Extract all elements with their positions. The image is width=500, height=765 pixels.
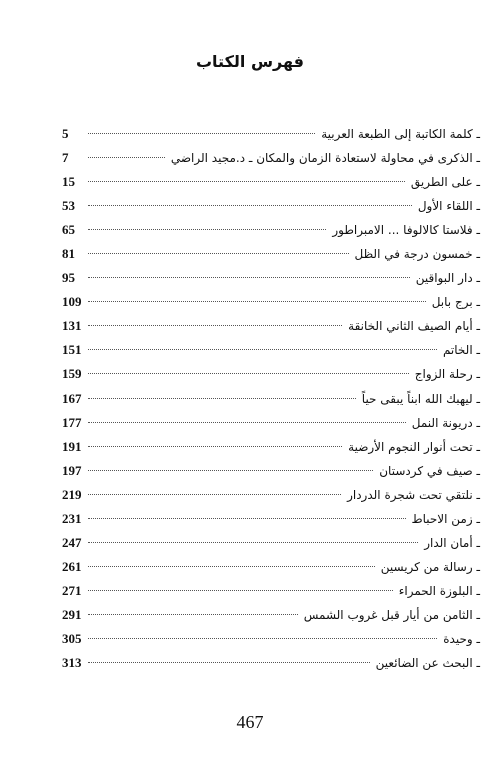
dot-leader [88, 398, 356, 399]
toc-entry-title: ـ دار البواقين [415, 271, 480, 286]
toc-entry-page: 131 [62, 318, 82, 334]
toc-entry [62, 507, 480, 531]
toc-entry-page: 159 [62, 366, 82, 382]
dot-leader [88, 662, 370, 663]
toc-entry-page: 191 [62, 438, 82, 454]
toc-entry [62, 170, 480, 194]
dot-leader [88, 205, 412, 206]
dot-leader [88, 494, 341, 495]
toc-entry-page: 15 [62, 174, 75, 190]
toc-entry-page: 81 [62, 246, 75, 262]
toc-entry-title: ـ صيف في كردستان [379, 463, 480, 478]
toc-entry-title: ـ رسالة من كريسين [380, 559, 480, 574]
toc-entry [62, 266, 480, 290]
toc-entry-title: ـ زمن الاحباط [411, 511, 480, 526]
dot-leader [88, 566, 375, 567]
dot-leader [88, 253, 349, 254]
toc-entry-page: 313 [62, 655, 82, 671]
toc-entry-page: 167 [62, 390, 82, 406]
dot-leader [88, 542, 418, 543]
toc-entry-page: 247 [62, 534, 82, 550]
toc-entry [62, 555, 480, 579]
toc-entry-title: ـ دريونة النمل [411, 415, 480, 430]
toc-entry-page: 53 [62, 198, 75, 214]
toc-entry [62, 194, 480, 218]
toc-entry-title: ـ على الطريق [410, 175, 480, 190]
toc-entry [62, 290, 480, 314]
toc-entry [62, 459, 480, 483]
dot-leader [88, 301, 426, 302]
toc-entry-title: ـ وحيدة [443, 631, 480, 646]
page-title: فهرس الكتاب [195, 52, 305, 71]
toc-entry-page: 305 [62, 630, 82, 646]
table-of-contents [62, 122, 480, 675]
toc-entry-title: ـ فلاستا كالالوفا ... الامبراطور [332, 223, 480, 238]
toc-entry-page: 5 [62, 126, 69, 141]
toc-entry-title: ـ برج بابل [431, 295, 480, 310]
dot-leader [88, 590, 393, 591]
toc-entry [62, 579, 480, 603]
toc-entry-title: ـ رحلة الزواج [414, 367, 480, 382]
toc-entry-title: ـ البلوزة الحمراء [398, 583, 480, 598]
toc-entry-title: ـ أمان الدار [424, 535, 480, 550]
toc-entry-title: ـ خمسون درجة في الظل [354, 247, 480, 262]
toc-entry [62, 146, 480, 170]
toc-entry [62, 627, 480, 651]
dot-leader [88, 133, 315, 134]
dot-leader [88, 349, 437, 350]
toc-entry-page: 151 [62, 342, 82, 358]
toc-entry [62, 387, 480, 411]
dot-leader [88, 446, 342, 447]
dot-leader [88, 422, 406, 423]
toc-entry-title: ـ أيام الصيف الثاني الخانقة [348, 319, 480, 334]
toc-entry-page: 219 [62, 486, 82, 502]
toc-entry [62, 314, 480, 338]
toc-entry-page: 291 [62, 606, 82, 622]
toc-entry [62, 651, 480, 675]
toc-entry [62, 531, 480, 555]
toc-entry [62, 483, 480, 507]
toc-entry [62, 435, 480, 459]
dot-leader [88, 638, 437, 639]
toc-entry-title: ـ تحت أنوار النجوم الأرضية [348, 439, 480, 454]
dot-leader [88, 470, 373, 471]
toc-entry [62, 242, 480, 266]
toc-entry [62, 218, 480, 242]
toc-entry-page: 261 [62, 558, 82, 574]
toc-entry-page: 95 [62, 270, 75, 286]
toc-entry-title: ـ البحث عن الضائعين [375, 656, 480, 671]
dot-leader [88, 277, 410, 278]
toc-entry-title: ـ الثامن من أيار قبل غروب الشمس [303, 607, 480, 622]
toc-entry-page: 231 [62, 510, 82, 526]
toc-entry-title: ـ نلتقي تحت شجرة الدردار [347, 487, 480, 502]
dot-leader [88, 157, 165, 158]
toc-entry-title: ـ كلمة الكاتبة إلى الطبعة العربية [321, 127, 480, 141]
dot-leader [88, 325, 342, 326]
toc-entry [62, 411, 480, 435]
dot-leader [88, 373, 409, 374]
page-number: 467 [236, 712, 264, 732]
toc-entry-page: 109 [62, 294, 82, 310]
toc-entry [62, 338, 480, 362]
toc-entry-title: ـ الخاتم [442, 343, 480, 358]
toc-entry [62, 122, 480, 146]
toc-entry [62, 603, 480, 627]
toc-entry-page: 177 [62, 414, 82, 430]
dot-leader [88, 229, 326, 230]
toc-entry [62, 362, 480, 386]
toc-entry-title: ـ ليهبك الله ابناً يبقى حياً [361, 391, 480, 406]
toc-entry-title: ـ اللقاء الأول [417, 199, 480, 214]
toc-entry-page: 197 [62, 462, 82, 478]
toc-entry-page: 7 [62, 150, 69, 166]
toc-entry-page: 65 [62, 222, 75, 238]
dot-leader [88, 614, 298, 615]
toc-entry-page: 271 [62, 582, 82, 598]
dot-leader [88, 518, 406, 519]
toc-entry-title: ـ الذكرى في محاولة لاستعادة الزمان والمكان ـ د.مجيد الراضي [170, 151, 480, 166]
dot-leader [88, 181, 405, 182]
